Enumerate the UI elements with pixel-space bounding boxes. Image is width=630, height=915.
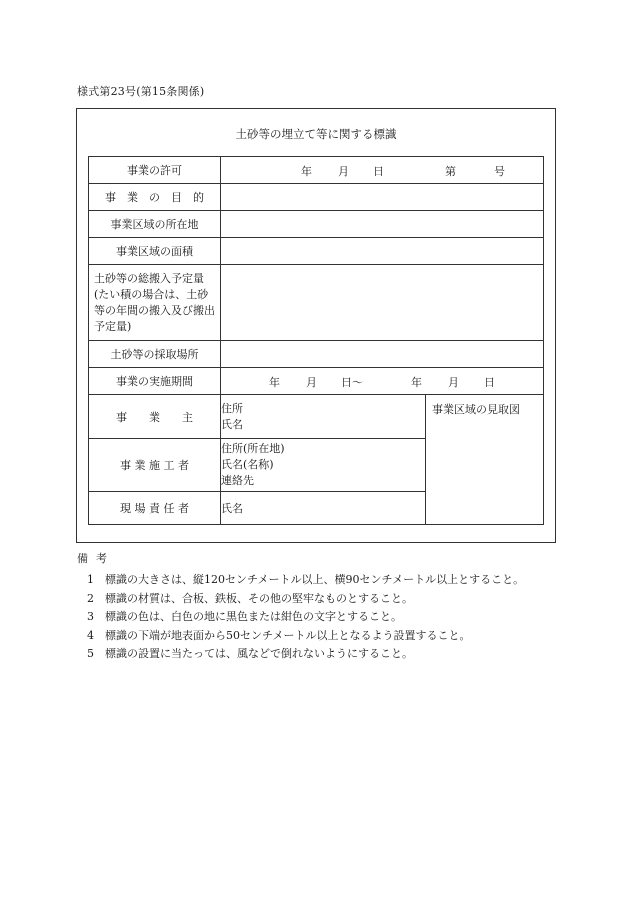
period-day-end: 日 — [484, 376, 495, 389]
remark-item — [87, 608, 524, 627]
remark-item — [87, 571, 524, 590]
operator-value — [221, 395, 426, 439]
contractor-address-label: 住所(所在地) — [221, 442, 285, 455]
site-map-label: 事業区域の見取図 — [432, 403, 520, 416]
remark-number: 3 — [87, 610, 94, 623]
permit-year: 年 — [301, 165, 312, 178]
volume-value — [221, 265, 544, 341]
permit-value — [221, 157, 544, 184]
manager-name-label: 氏名 — [221, 502, 243, 515]
operator-address-label: 住所 — [221, 401, 243, 415]
contractor-label: 事 業 施 工 者 — [89, 439, 221, 492]
permit-no-suffix: 号 — [494, 165, 505, 178]
source-value — [221, 341, 544, 368]
remark-text: 標識の材質は、合板、鉄板、その他の堅牢なものとすること。 — [105, 591, 413, 605]
form-number: 様式第23号(第15条関係) — [77, 85, 205, 98]
permit-no-prefix: 第 — [445, 165, 456, 178]
purpose-label: 事 業 の 目 的 — [89, 184, 221, 211]
row-period — [89, 368, 544, 395]
remark-item — [87, 627, 524, 646]
row-location — [89, 211, 544, 238]
permit-month: 月 — [338, 165, 349, 178]
remark-item — [87, 590, 524, 609]
period-month-start: 月 — [306, 376, 317, 389]
period-year-start: 年 — [269, 376, 280, 389]
contractor-name-label: 氏名(名称) — [221, 458, 274, 471]
remark-number: 2 — [87, 591, 94, 605]
period-year-end: 年 — [411, 376, 422, 389]
contractor-contact-label: 連絡先 — [221, 474, 254, 487]
period-month-end: 月 — [448, 376, 459, 389]
area-value — [221, 238, 544, 265]
permit-day: 日 — [373, 165, 384, 178]
manager-value — [221, 492, 426, 525]
remark-number: 1 — [87, 573, 94, 586]
contractor-value — [221, 439, 426, 492]
volume-label: 土砂等の総搬入予定量(たい積の場合は、土砂等の年間の搬入及び搬出予定量) — [89, 265, 221, 341]
sign-frame — [76, 108, 556, 543]
period-label: 事業の実施期間 — [89, 368, 221, 395]
remark-text: 標識の色は、白色の地に黒色または紺色の文字とすること。 — [105, 610, 402, 623]
remark-text: 標識の設置に当たっては、風などで倒れないようにすること。 — [105, 647, 413, 660]
remarks-heading: 備考 — [77, 552, 115, 565]
permit-label: 事業の許可 — [89, 157, 221, 184]
remarks-list — [87, 571, 524, 664]
row-source — [89, 341, 544, 368]
operator-label: 事 業 主 — [89, 395, 221, 439]
location-value — [221, 211, 544, 238]
remark-text: 標識の大きさは、縦120センチメートル以上、横90センチメートル以上とすること。 — [105, 573, 525, 586]
row-volume — [89, 265, 544, 341]
remark-number: 5 — [87, 647, 94, 660]
remark-number: 4 — [87, 628, 94, 642]
row-purpose — [89, 184, 544, 211]
location-label: 事業区域の所在地 — [89, 211, 221, 238]
remark-text: 標識の下端が地表面から50センチメートル以上となるよう設置すること。 — [105, 628, 471, 642]
purpose-value — [221, 184, 544, 211]
site-map-cell — [426, 395, 544, 525]
manager-label: 現 場 責 任 者 — [89, 492, 221, 525]
sign-title: 土砂等の埋立て等に関する標識 — [235, 127, 397, 141]
row-area — [89, 238, 544, 265]
period-day-start: 日～ — [341, 376, 363, 389]
period-value — [221, 368, 544, 395]
remark-item — [87, 645, 524, 664]
sign-table — [88, 156, 544, 525]
operator-name-label: 氏名 — [221, 417, 243, 431]
row-permit — [89, 157, 544, 184]
row-operator — [89, 395, 544, 439]
source-label: 土砂等の採取場所 — [89, 341, 221, 368]
area-label: 事業区域の面積 — [89, 238, 221, 265]
